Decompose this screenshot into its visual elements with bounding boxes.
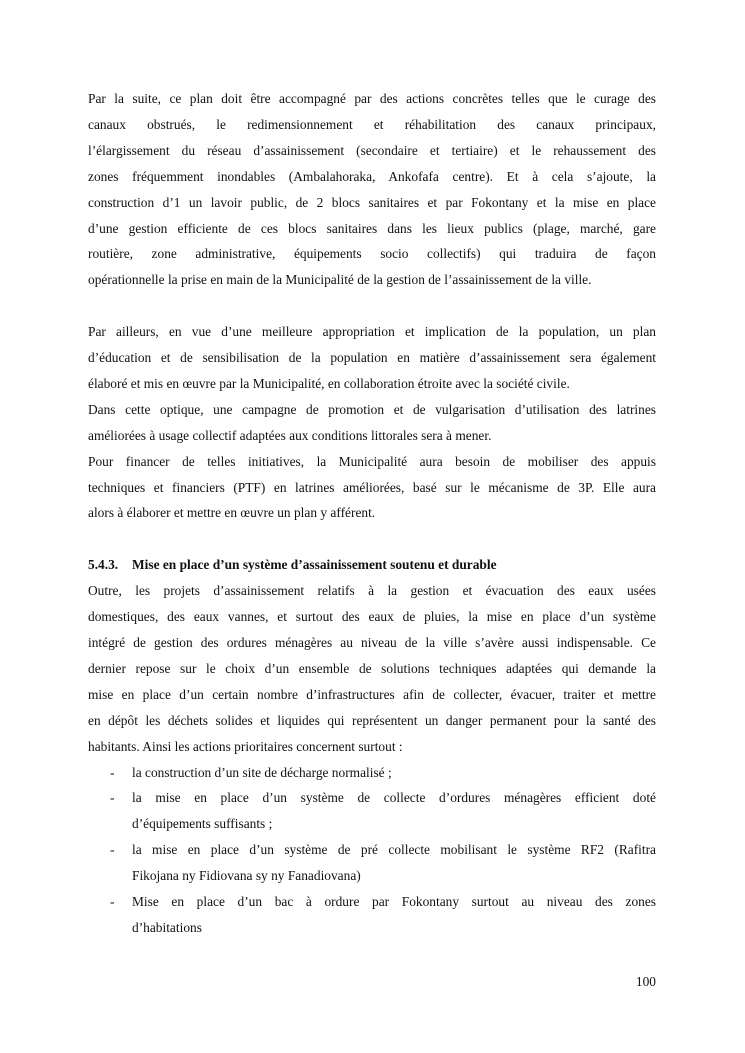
text-line: dernier repose sur le choix d’un ensemble de solutions techniques adaptées qui demande la xyxy=(88,660,656,676)
paragraph-spacer xyxy=(88,526,656,552)
text-line: Pour financer de telles initiatives, la Municipalité aura besoin de mobiliser des appuis xyxy=(88,453,656,469)
priority-actions-list xyxy=(88,760,656,941)
section-number: 5.4.3. xyxy=(88,557,119,573)
text-line: en dépôt les déchets solides et liquides qui représentent un danger permanent pour la santé des xyxy=(88,712,656,728)
text-line: routière, zone administrative, équipements socio collectifs) qui traduira de façon xyxy=(88,246,656,262)
section-heading xyxy=(88,552,656,578)
bullet-dash: - xyxy=(110,764,115,780)
text-line: habitants. Ainsi les actions prioritaires concernent surtout : xyxy=(88,738,403,754)
text-line: Par ailleurs, en vue d’une meilleure appropriation et implication de la population, un plan xyxy=(88,324,656,340)
text-line: techniques et financiers (PTF) en latrines améliorées, basé sur le mécanisme de 3P. Elle aura xyxy=(88,479,656,495)
text-line: améliorées à usage collectif adaptées aux conditions littorales sera à mener. xyxy=(88,427,492,443)
list-item-text: d’équipements suffisants ; xyxy=(132,816,273,832)
paragraph-campagne-latrines xyxy=(88,397,656,449)
list-item xyxy=(88,760,656,786)
bullet-dash: - xyxy=(110,790,115,806)
list-item-text: la mise en place d’un système de pré collecte mobilisant le système RF2 (Rafitra xyxy=(132,842,656,858)
paragraph-education-sensibilisation xyxy=(88,319,656,397)
text-line: Dans cette optique, une campagne de promotion et de vulgarisation d’utilisation des latrines xyxy=(88,401,656,417)
text-line: construction d’1 un lavoir public, de 2 blocs sanitaires et par Fokontany et la mise en place xyxy=(88,194,656,210)
text-line: alors à élaborer et mettre en œuvre un plan y afférent. xyxy=(88,505,376,521)
list-item-text: la construction d’un site de décharge normalisé ; xyxy=(132,764,392,780)
list-item-text: Mise en place d’un bac à ordure par Fokontany surtout au niveau des zones xyxy=(132,894,656,910)
paragraph-financement xyxy=(88,449,656,527)
text-line: mise en place d’un certain nombre d’infrastructures afin de collecter, évacuer, traiter et mettre xyxy=(88,686,656,702)
list-item-text: d’habitations xyxy=(132,919,202,935)
list-item-text: Fikojana ny Fidiovana sy ny Fanadiovana) xyxy=(132,868,361,884)
text-line: l’élargissement du réseau d’assainissement (secondaire et tertiaire) et le rehaussement des xyxy=(88,142,656,158)
list-item xyxy=(88,889,656,941)
text-line: d’éducation et de sensibilisation de la population en matière d’assainissement sera également xyxy=(88,350,656,366)
text-line: domestiques, des eaux vannes, et surtout des eaux de pluies, la mise en place d’un système xyxy=(88,609,656,625)
text-line: zones fréquemment inondables (Ambalahoraka, Ankofafa centre). Et à cela s’ajoute, la xyxy=(88,168,656,184)
list-item-text: la mise en place d’un système de collecte d’ordures ménagères efficient doté xyxy=(132,790,656,806)
paragraph-spacer xyxy=(88,293,656,319)
text-line: Par la suite, ce plan doit être accompagné par des actions concrètes telles que le curage des xyxy=(88,91,656,106)
bullet-dash: - xyxy=(110,894,115,910)
bullet-dash: - xyxy=(110,842,115,858)
section-title: Mise en place d’un système d’assainissement soutenu et durable xyxy=(132,557,497,573)
text-line: d’une gestion efficiente de ces blocs sanitaires dans les lieux publics (plage, marché, gare xyxy=(88,220,656,236)
document-page xyxy=(88,86,656,941)
paragraph-systeme-integre xyxy=(88,578,656,759)
list-item xyxy=(88,785,656,837)
text-line: canaux obstrués, le redimensionnement et réhabilitation des canaux principaux, xyxy=(88,116,656,132)
page-number: 100 xyxy=(635,974,656,989)
text-line: Outre, les projets d’assainissement relatifs à la gestion et évacuation des eaux usées xyxy=(88,583,656,599)
text-line: opérationnelle la prise en main de la Municipalité de la gestion de l’assainissement de la ville. xyxy=(88,272,592,288)
list-item xyxy=(88,837,656,889)
paragraph-curage-canaux xyxy=(88,86,656,293)
text-line: intégré de gestion des ordures ménagères au niveau de la ville s’avère aussi indispensable. Ce xyxy=(88,635,656,650)
text-line: élaboré et mis en œuvre par la Municipalité, en collaboration étroite avec la société civile. xyxy=(88,375,570,391)
